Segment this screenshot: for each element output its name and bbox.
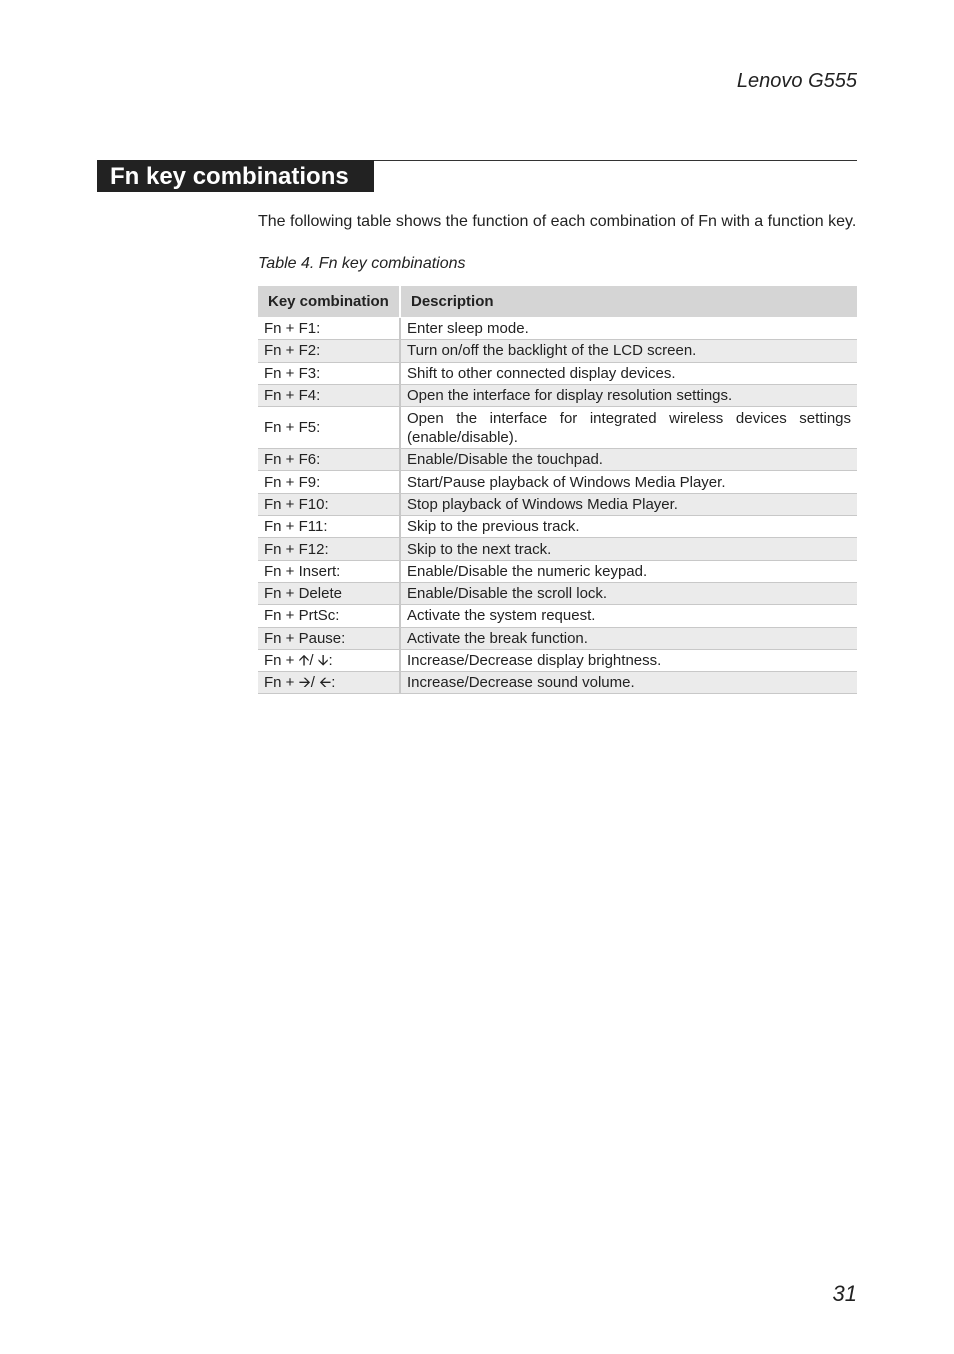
key-combination-cell: Fn + F4:	[258, 384, 400, 406]
fn-key-table	[258, 286, 857, 694]
key-combination-cell: Fn + Insert:	[258, 560, 400, 582]
description-cell: Skip to the previous track.	[400, 516, 857, 538]
description-cell: Skip to the next track.	[400, 538, 857, 560]
key-combination-cell: Fn + F3:	[258, 362, 400, 384]
description-cell: Turn on/off the backlight of the LCD screen.	[400, 340, 857, 362]
key-combination-cell: Fn + F2:	[258, 340, 400, 362]
key-combination-cell: Fn + Delete	[258, 582, 400, 604]
key-combination-cell: Fn + Pause:	[258, 627, 400, 649]
description-cell: Open the interface for display resolution settings.	[400, 384, 857, 406]
description-cell: Enable/Disable the scroll lock.	[400, 582, 857, 604]
description-cell: Enter sleep mode.	[400, 318, 857, 340]
section-title: Fn key combinations	[97, 160, 374, 192]
key-combination-cell: Fn + 🡪/ 🡨:	[258, 672, 400, 694]
key-combination-cell: Fn + F1:	[258, 318, 400, 340]
column-header-key: Key combination	[258, 286, 400, 318]
table-row	[258, 449, 857, 471]
key-combination-cell: Fn + F10:	[258, 493, 400, 515]
key-combination-cell: Fn + F5:	[258, 407, 400, 449]
table-row	[258, 340, 857, 362]
table-row	[258, 560, 857, 582]
table-row	[258, 538, 857, 560]
header-model-name: Lenovo G555	[736, 70, 857, 92]
table-caption: Table 4. Fn key combinations	[258, 255, 466, 272]
key-combination-cell: Fn + F12:	[258, 538, 400, 560]
table-row	[258, 384, 857, 406]
description-cell: Enable/Disable the touchpad.	[400, 449, 857, 471]
table-row	[258, 493, 857, 515]
description-cell: Enable/Disable the numeric keypad.	[400, 560, 857, 582]
description-cell: Start/Pause playback of Windows Media Player.	[400, 471, 857, 493]
table-row	[258, 649, 857, 671]
key-combination-cell: Fn + 🡩/ 🡫:	[258, 649, 400, 671]
column-header-description: Description	[400, 286, 857, 318]
description-cell: Activate the break function.	[400, 627, 857, 649]
table-row	[258, 407, 857, 449]
description-cell: Open the interface for integrated wireless devices settings (enable/disable).	[400, 407, 857, 449]
description-cell: Stop playback of Windows Media Player.	[400, 493, 857, 515]
table-header-row	[258, 286, 857, 318]
table-row	[258, 516, 857, 538]
key-combination-cell: Fn + F11:	[258, 516, 400, 538]
key-combination-cell: Fn + F9:	[258, 471, 400, 493]
description-cell: Increase/Decrease display brightness.	[400, 649, 857, 671]
table-row	[258, 362, 857, 384]
table-row	[258, 627, 857, 649]
table-row	[258, 471, 857, 493]
description-cell: Activate the system request.	[400, 605, 857, 627]
table-row	[258, 605, 857, 627]
page-number: 31	[832, 1281, 857, 1306]
key-combination-cell: Fn + F6:	[258, 449, 400, 471]
key-combination-cell: Fn + PrtSc:	[258, 605, 400, 627]
intro-paragraph: The following table shows the function of each combination of Fn with a function key.	[258, 213, 857, 230]
description-cell: Shift to other connected display devices.	[400, 362, 857, 384]
table-row	[258, 672, 857, 694]
description-cell: Increase/Decrease sound volume.	[400, 672, 857, 694]
table-row	[258, 318, 857, 340]
table-row	[258, 582, 857, 604]
